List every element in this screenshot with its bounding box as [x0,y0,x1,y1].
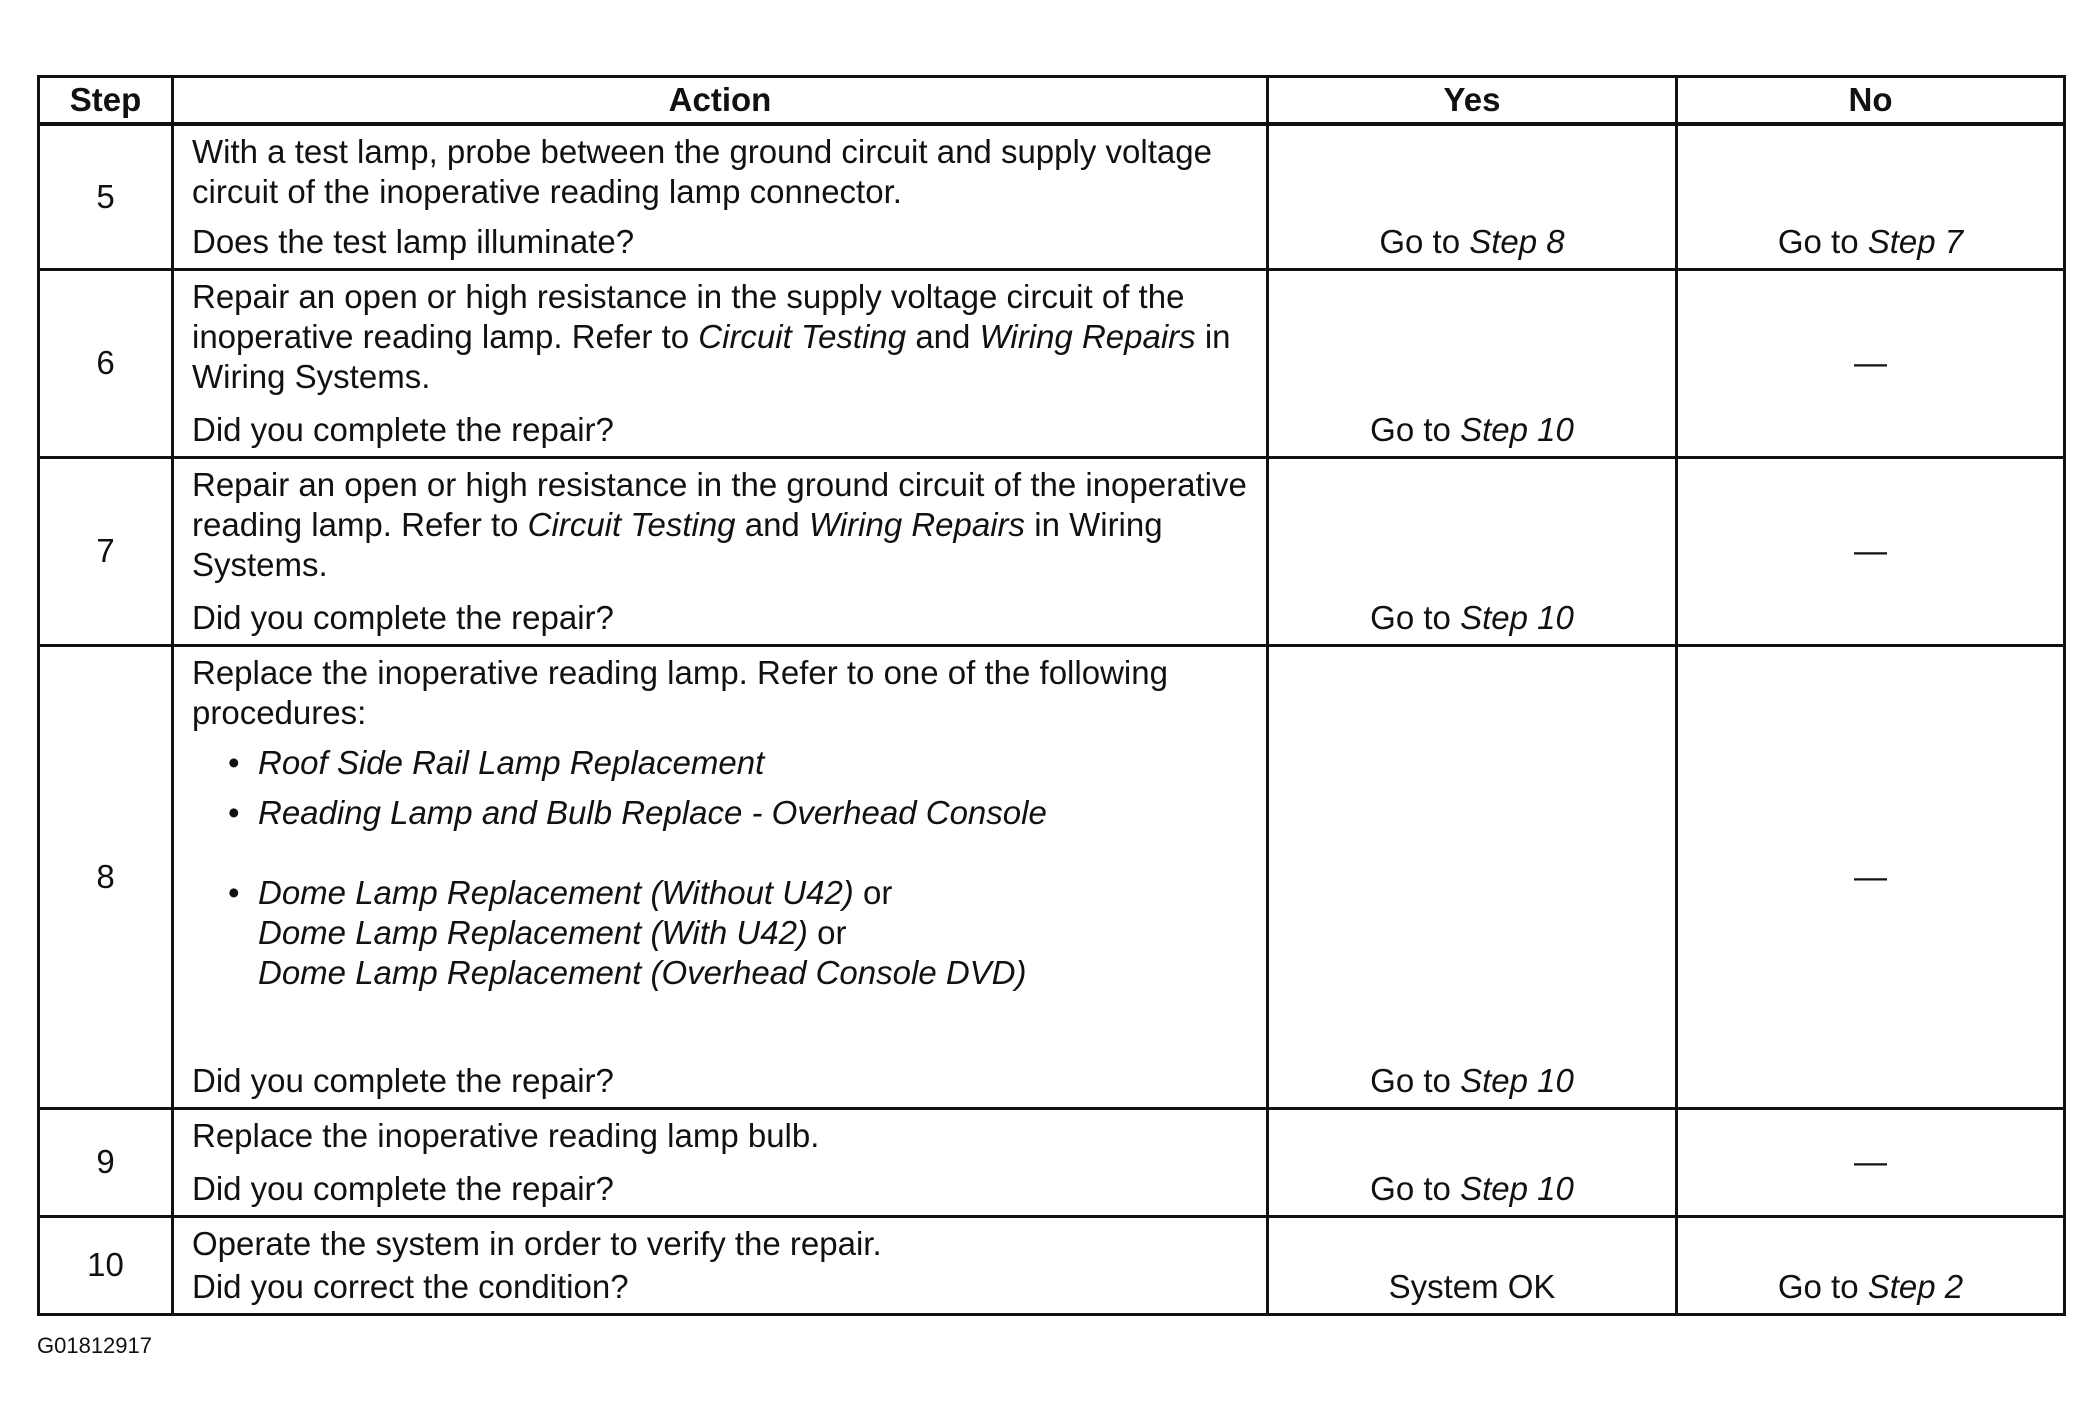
reference-wiring-repairs: Wiring Repairs [979,317,1196,355]
procedure-link: Dome Lamp Replacement (Without U42) [258,873,854,911]
step-number: 5 [39,124,173,269]
list-item [228,793,1248,833]
action-question: Did you complete the repair? [192,598,614,636]
yes-cell: Go to Step 10 [1268,1108,1677,1216]
step-reference: Step 10 [1460,410,1574,448]
header-row [39,77,2065,125]
procedure-list [192,743,1248,993]
step-reference: Step 2 [1867,1267,1964,1305]
action-cell [173,457,1268,645]
no-cell: — [1677,457,2065,645]
header-yes: Yes [1268,77,1677,125]
yes-cell: Go to Step 10 [1268,269,1677,457]
header-no: No [1677,77,2065,125]
yes-cell: Go to Step 10 [1268,457,1677,645]
action-cell [173,269,1268,457]
step-reference: Step 7 [1867,222,1964,260]
reference-wiring-repairs: Wiring Repairs [808,505,1026,543]
step-number: 10 [39,1216,173,1314]
step-number: 7 [39,457,173,645]
action-question: Did you complete the repair? [192,410,614,448]
action-text: Replace the inoperative reading lamp. Refer to one of the following procedures: [192,653,1168,731]
procedure-link: Dome Lamp Replacement (With U42) [258,913,808,951]
step-reference: Step 10 [1460,598,1574,636]
diagnostic-table [37,75,2066,1316]
step-reference: Step 10 [1460,1061,1574,1099]
yes-cell: System OK [1268,1216,1677,1314]
list-item: • Dome Lamp Replacement (Without U42) or Dome Lamp Replacement (With U42) or Dome Lamp Replacement (Overhead Console DVD) [228,873,1248,993]
step-number: 6 [39,269,173,457]
action-question: Did you correct the condition? [192,1267,629,1305]
table-row [39,645,2065,1108]
action-text: Repair an open or high resistance in the ground circuit of the inoperative reading lamp. Refer to Circuit Testing and Wiring Repairs in Wiring Systems. [192,465,1247,583]
table-row [39,457,2065,645]
reference-circuit-testing: Circuit Testing [698,317,907,355]
no-cell: Go to Step 2 [1677,1216,2065,1314]
action-cell [173,1108,1268,1216]
list-item [228,743,1248,783]
action-text: Replace the inoperative reading lamp bulb. [192,1116,820,1154]
no-cell: — [1677,269,2065,457]
table-row [39,1108,2065,1216]
procedure-link: Roof Side Rail Lamp Replacement [258,743,765,781]
table-row [39,1216,2065,1314]
header-step: Step [39,77,173,125]
procedure-link: Dome Lamp Replacement (Overhead Console DVD) [258,953,1027,991]
action-cell [173,1216,1268,1314]
step-number: 8 [39,645,173,1108]
procedure-link: Reading Lamp and Bulb Replace - Overhead Console [258,793,1047,831]
table-row [39,269,2065,457]
action-cell [173,124,1268,269]
action-text: Repair an open or high resistance in the supply voltage circuit of the inoperative reading lamp. Refer to Circuit Testing and Wiring Repairs in Wiring Systems. [192,277,1231,395]
no-cell: Go to Step 7 [1677,124,2065,269]
no-cell: — [1677,1108,2065,1216]
no-cell: — [1677,645,2065,1108]
table-row [39,124,2065,269]
header-action: Action [173,77,1268,125]
step-reference: Step 8 [1469,222,1565,260]
action-question: Did you complete the repair? [192,1061,614,1099]
action-cell [173,645,1268,1108]
action-text: Operate the system in order to verify the repair. [192,1224,882,1262]
step-number: 9 [39,1108,173,1216]
action-text: With a test lamp, probe between the ground circuit and supply voltage circuit of the inoperative reading lamp connector. [192,133,1212,210]
action-question: Did you complete the repair? [192,1169,614,1207]
yes-cell: Go to Step 10 [1268,645,1677,1108]
action-question: Does the test lamp illuminate? [192,222,635,260]
step-reference: Step 10 [1460,1169,1574,1207]
figure-id: G01812917 [37,1333,152,1358]
yes-cell: Go to Step 8 [1268,124,1677,269]
reference-circuit-testing: Circuit Testing [527,505,736,543]
